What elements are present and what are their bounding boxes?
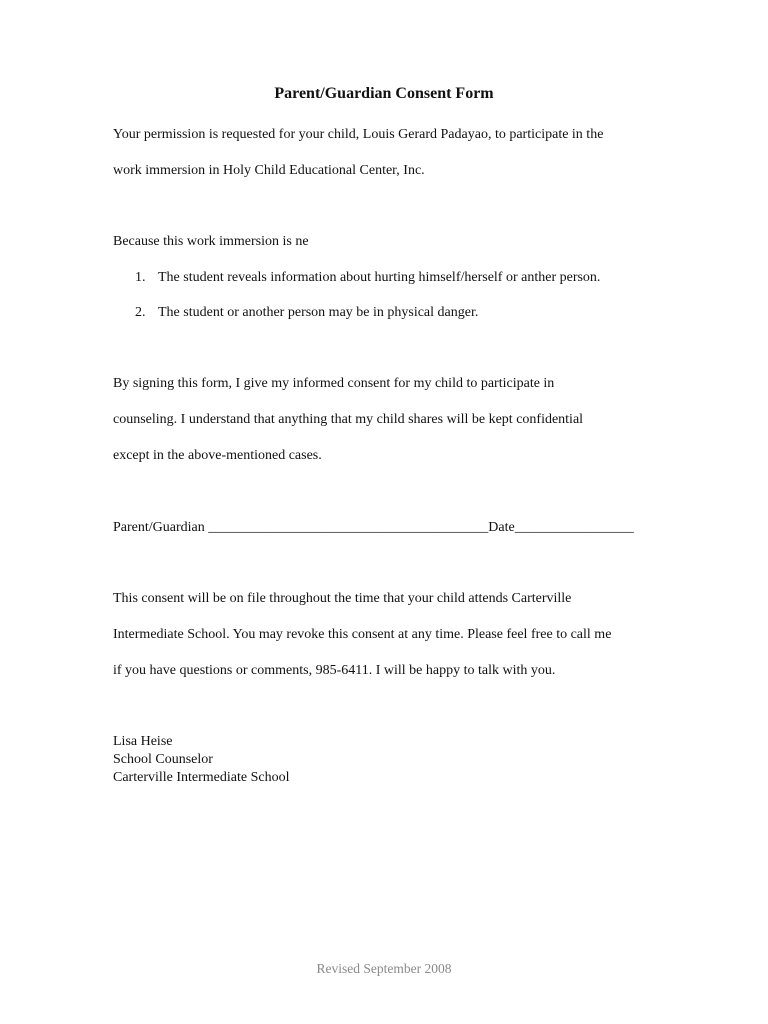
intro-line-1: Your permission is requested for your child, Louis Gerard Padayao, to participate in the <box>113 127 604 142</box>
consent-line-2: counseling. I understand that anything that my child shares will be kept confidential <box>113 412 584 427</box>
consent-line-1: By signing this form, I give my informed consent for my child to participate in <box>113 376 555 391</box>
list-item-text: The student or another person may be in physical danger. <box>158 305 479 320</box>
notice-line-3: if you have questions or comments, 985-6411. I will be happy to talk with you. <box>113 663 556 678</box>
list-item-text: The student reveals information about hurting himself/herself or anther person. <box>158 270 601 285</box>
revision-footer: Revised September 2008 <box>316 961 452 976</box>
notice-line-2: Intermediate School. You may revoke this consent at any time. Please feel free to call me <box>113 627 612 642</box>
sender-name: Lisa Heise <box>113 734 173 749</box>
sender-school: Carterville Intermediate School <box>113 770 290 785</box>
sender-role: School Counselor <box>113 752 213 767</box>
parent-signature-line: ________________________________________ <box>208 520 489 535</box>
parent-guardian-label: Parent/Guardian <box>113 520 205 535</box>
date-line: _________________ <box>514 520 634 535</box>
list-item-number: 2. <box>135 305 146 320</box>
intro-line-2: work immersion in Holy Child Educational Center, Inc. <box>113 163 425 178</box>
page-title: Parent/Guardian Consent Form <box>274 85 494 102</box>
list-item-number: 1. <box>135 270 146 285</box>
signature-row <box>113 519 634 537</box>
consent-line-3: except in the above-mentioned cases. <box>113 448 322 463</box>
date-label: Date <box>488 520 515 535</box>
notice-line-1: This consent will be on file throughout the time that your child attends Carterville <box>113 591 572 606</box>
because-text: Because this work immersion is ne <box>113 234 309 249</box>
